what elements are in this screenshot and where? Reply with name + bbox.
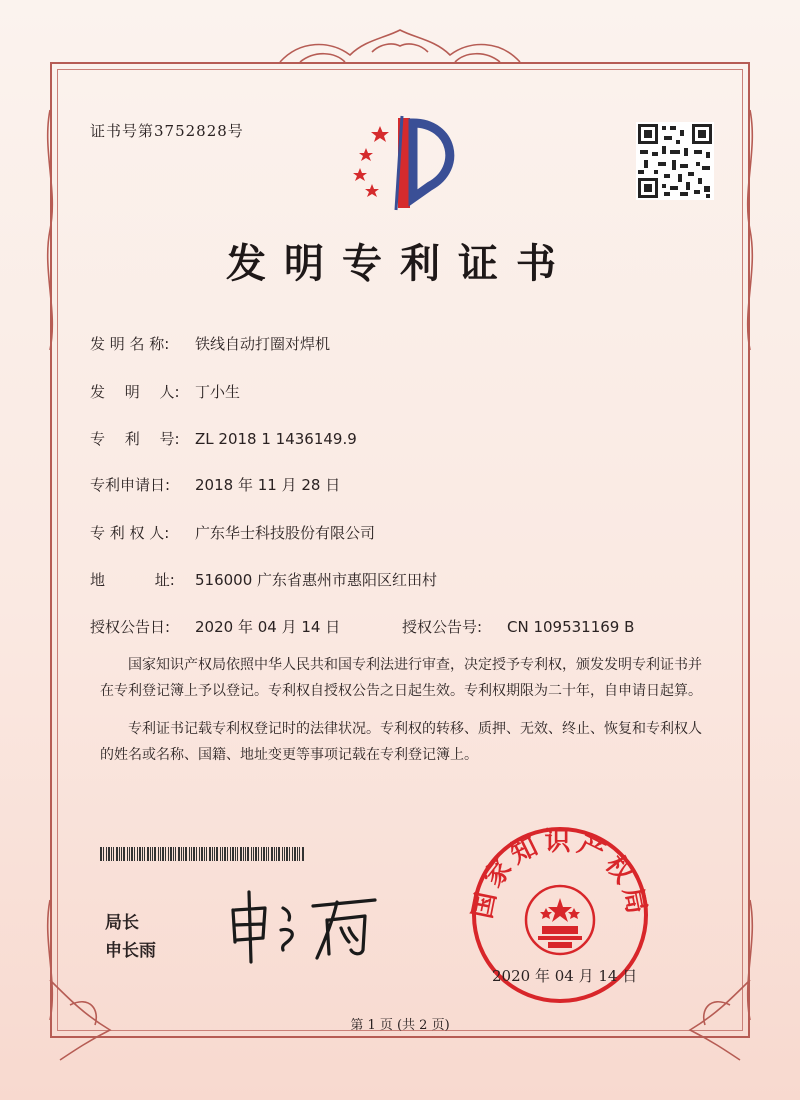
patent-number-value: ZL 2018 1 1436149.9: [195, 430, 357, 448]
grant-number-value: CN 109531169 B: [507, 618, 635, 636]
handwritten-signature: [225, 880, 395, 970]
patent-number-row: [90, 428, 357, 449]
patentee-label: 专 利 权 人:: [90, 524, 170, 542]
inventor-value: 丁小生: [195, 383, 241, 401]
grant-date-label: 授权公告日:: [90, 618, 171, 636]
seal-date: 2020 年 04 月 14 日: [492, 967, 638, 985]
certificate-number: 证书号第3752828号: [90, 122, 244, 140]
patentee-row: [90, 522, 375, 543]
application-date-value: 2018 年 11 月 28 日: [195, 476, 341, 494]
patent-number-label: 专 利 号:: [90, 430, 180, 448]
grant-date-row: [90, 616, 340, 637]
application-date-label: 专利申请日:: [90, 476, 171, 494]
inventor-label: 发 明 人:: [90, 383, 180, 401]
address-row: [90, 569, 437, 590]
legal-status-paragraph: 专利证书记载专利权登记时的法律状况。专利权的转移、质押、无效、终止、恢复和专利权人的姓名或名称、国籍、地址变更等事项记载在专利登记簿上。: [100, 721, 702, 763]
svg-text:国家知识产权局: 国家知识产权局: [467, 827, 653, 922]
grant-statement-paragraph: 国家知识产权局依照中华人民共和国专利法进行审查，决定授予专利权，颁发发明专利证书并在专利登记簿上予以登记。专利权自授权公告之日起生效。专利权期限为二十年，自申请日起算。: [100, 657, 702, 699]
grant-number-row: [402, 616, 634, 637]
barcode: [100, 847, 305, 861]
patentee-value: 广东华士科技股份有限公司: [195, 524, 376, 542]
grant-date-value: 2020 年 04 月 14 日: [195, 618, 341, 636]
address-label: 地 址:: [90, 571, 175, 589]
invention-name-row: [90, 333, 330, 354]
qr-code: [636, 122, 714, 200]
inventor-row: [90, 381, 240, 402]
cnipa-emblem-icon: [338, 108, 468, 218]
signer-name: 申长雨: [105, 941, 156, 961]
page-indicator: 第 1 页 (共 2 页): [350, 1018, 450, 1033]
grant-number-label: 授权公告号:: [402, 618, 483, 636]
invention-name-value: 铁线自动打圈对焊机: [195, 335, 331, 353]
invention-name-label: 发 明 名 称:: [90, 335, 170, 353]
certificate-title: 发明专利证书: [226, 241, 574, 287]
signer-title: 局长: [105, 913, 139, 933]
address-value: 516000 广东省惠州市惠阳区红田村: [195, 571, 438, 589]
application-date-row: [90, 474, 340, 495]
